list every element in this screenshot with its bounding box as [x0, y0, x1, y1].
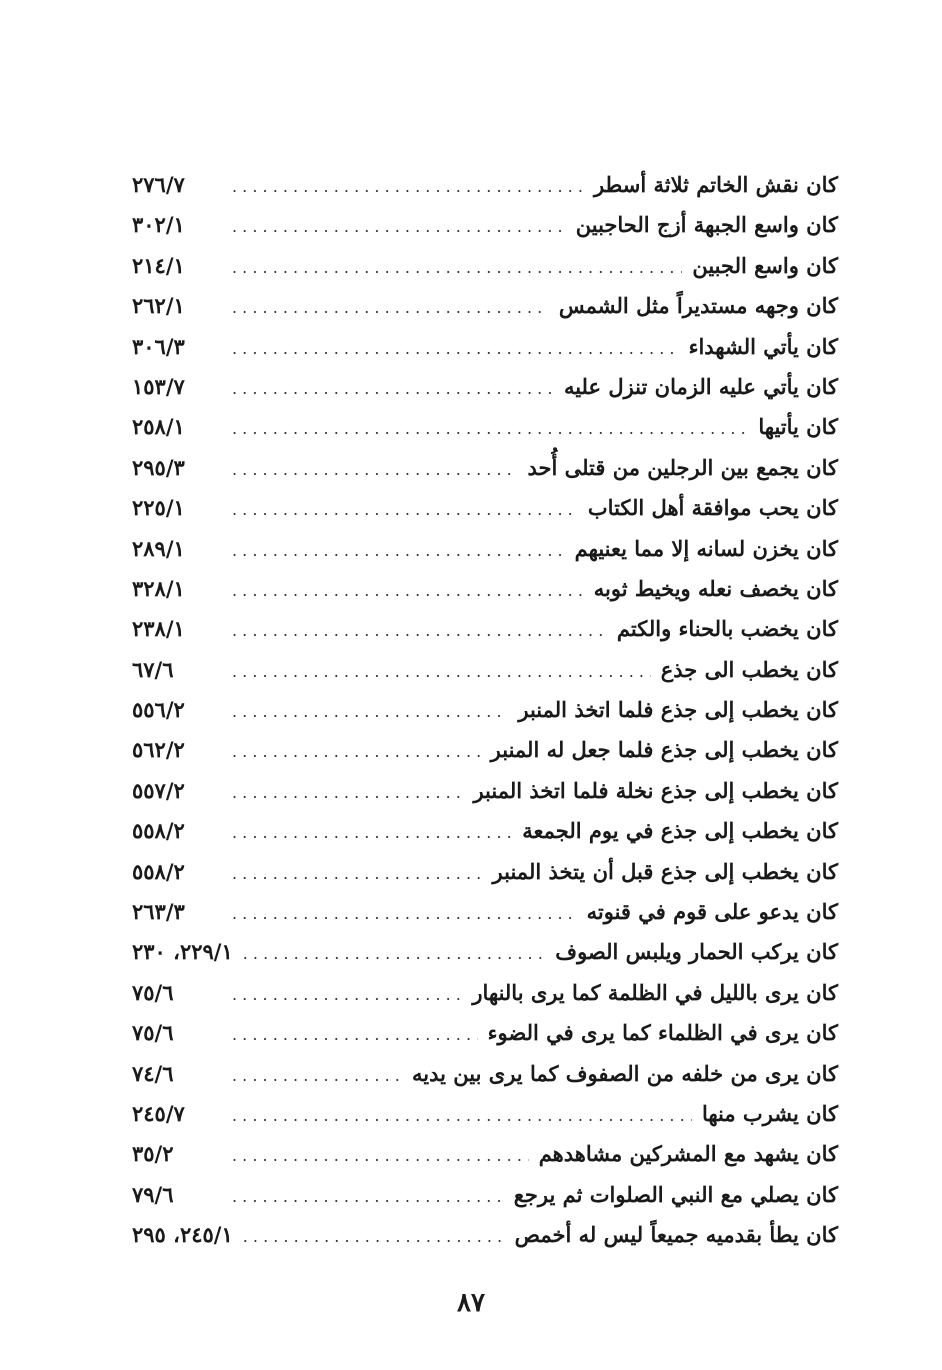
index-entry [132, 811, 838, 851]
index-entry [132, 286, 838, 326]
entry-text: كان واسع الجبهة أزج الحاجبين [575, 212, 838, 238]
entry-reference: ٥٥٦/٢ [132, 697, 185, 723]
entry-reference: ٢٥٨/١ [132, 414, 185, 440]
index-entry [132, 771, 838, 811]
entry-reference: ٢٢٩/١، ٢٣٠ [132, 939, 233, 965]
entry-reference: ٢٧٦/٧ [132, 172, 185, 197]
entry-reference: ٢٢٥/١ [132, 495, 185, 521]
dot-leader [228, 369, 554, 409]
index-entry [132, 1054, 838, 1094]
dot-leader [228, 692, 508, 732]
entry-reference: ٢٦٢/١ [132, 293, 185, 319]
entry-reference: ١٥٣/٧ [132, 373, 185, 399]
entry-reference: ٧٥/٦ [132, 979, 174, 1005]
index-entry [132, 327, 838, 367]
dot-leader [228, 732, 481, 772]
dot-leader [228, 854, 483, 894]
entry-reference: ٧٤/٦ [132, 1060, 174, 1086]
entry-reference: ٢٤٥/٧ [132, 1100, 185, 1126]
entry-reference: ٥٦٢/٢ [132, 737, 185, 763]
index-entry [132, 892, 838, 932]
entry-text: كان يخطب الى جذع [660, 656, 838, 682]
dot-leader [228, 207, 566, 247]
dot-leader [228, 1177, 504, 1217]
entry-reference: ٢٤٥/١، ٢٩٥ [132, 1222, 233, 1248]
dot-leader [228, 773, 463, 813]
index-entry [132, 1094, 838, 1134]
entry-reference: ٢٣٨/١ [132, 616, 185, 642]
entry-reference: ٧٩/٦ [132, 1181, 174, 1207]
entry-text: كان يخطب إلى جذع قبل أن يتخذ المنبر [492, 858, 838, 884]
entry-reference: ٣٢٨/١ [132, 575, 185, 601]
entry-text: كان يخطب إلى جذع فلما جعل له المنبر [490, 737, 838, 763]
entry-text: كان يجمع بين الرجلين من قتلى أُحد [527, 454, 838, 480]
entry-text: كان يأتي عليه الزمان تنزل عليه [563, 373, 838, 399]
entry-reference: ٣٠٦/٣ [132, 333, 185, 359]
dot-leader [228, 571, 584, 611]
entry-text: كان يخطب إلى جذع نخلة فلما اتخذ المنبر [473, 777, 838, 803]
entry-text: كان يخصف نعله ويخيط ثوبه [593, 575, 838, 601]
dot-leader [228, 1056, 402, 1096]
dot-leader [228, 248, 682, 288]
entry-text: كان يرى من خلفه من الصفوف كما يرى بين يديه [412, 1060, 838, 1086]
dot-leader [228, 1096, 692, 1136]
dot-leader [228, 329, 679, 369]
dot-leader [228, 611, 607, 651]
entry-reference: ٧٥/٦ [132, 1020, 174, 1046]
index-entry [132, 367, 838, 407]
index-entry [132, 569, 838, 609]
index-entry [132, 246, 838, 286]
dot-leader [228, 1015, 478, 1055]
entry-text: كان يخضب بالحناء والكتم [616, 616, 838, 642]
dot-leader [228, 450, 517, 490]
index-entry [132, 407, 838, 447]
entry-reference: ٢٦٣/٣ [132, 899, 185, 925]
index-entry [132, 448, 838, 488]
entry-text: كان يرى بالليل في الظلمة كما يرى بالنهار [472, 979, 838, 1005]
entry-text: كان يخطب إلى جذع فلما اتخذ المنبر [518, 697, 838, 723]
index-entry [132, 932, 838, 972]
dot-leader [228, 1136, 529, 1176]
index-entry [132, 730, 838, 770]
dot-leader [228, 288, 549, 328]
entry-text: كان نقش الخاتم ثلاثة أسطر [593, 172, 838, 197]
index-entry [132, 852, 838, 892]
dot-leader [228, 531, 565, 571]
entry-text: كان يحب موافقة أهل الكتاب [587, 495, 838, 521]
entry-text: كان يدعو على قوم في قنوته [586, 899, 838, 925]
entry-text: كان يصلي مع النبي الصلوات ثم يرجع [513, 1181, 838, 1207]
entry-text: كان يخطب إلى جذع في يوم الجمعة [522, 818, 838, 844]
entry-reference: ٢٨٩/١ [132, 535, 185, 561]
entry-reference: ٦٧/٦ [132, 656, 174, 682]
index-entry [132, 165, 838, 205]
dot-leader [239, 1217, 505, 1257]
entry-reference: ٢٩٥/٣ [132, 454, 185, 480]
dot-leader [228, 652, 651, 692]
index-entry [132, 1175, 838, 1215]
entry-text: كان يأتيها [758, 414, 838, 440]
page-number: ٨٧ [457, 1288, 485, 1318]
index-entry [132, 488, 838, 528]
index-entry [132, 1134, 838, 1174]
index-entry [132, 609, 838, 649]
dot-leader [228, 490, 578, 530]
dot-leader [228, 894, 577, 934]
dot-leader [228, 975, 462, 1015]
dot-leader [228, 409, 748, 449]
index-entry [132, 1215, 838, 1255]
entry-text: كان وجهه مستديراً مثل الشمس [558, 293, 838, 319]
entry-text: كان يشرب منها [701, 1100, 838, 1126]
index-list [132, 165, 838, 1256]
index-entry [132, 973, 838, 1013]
entry-text: كان يركب الحمار ويلبس الصوف [555, 939, 838, 965]
dot-leader [239, 934, 546, 974]
entry-reference: ٥٥٧/٢ [132, 777, 185, 803]
index-entry [132, 690, 838, 730]
entry-reference: ٥٥٨/٢ [132, 858, 185, 884]
entry-text: كان يشهد مع المشركين مشاهدهم [538, 1141, 838, 1167]
entry-reference: ٢١٤/١ [132, 252, 185, 278]
entry-reference: ٥٥٨/٢ [132, 818, 185, 844]
dot-leader [228, 167, 584, 207]
index-entry [132, 1013, 838, 1053]
index-entry [132, 529, 838, 569]
index-entry [132, 205, 838, 245]
index-entry [132, 650, 838, 690]
dot-leader [228, 813, 512, 853]
entry-text: كان يأتي الشهداء [688, 333, 838, 359]
entry-reference: ٣٠٢/١ [132, 212, 185, 238]
entry-text: كان يطأ بقدميه جميعاً ليس له أخمص [514, 1222, 838, 1248]
entry-text: كان واسع الجبين [692, 252, 838, 278]
entry-text: كان يخزن لسانه إلا مما يعنيهم [574, 535, 838, 561]
entry-reference: ٣٥/٢ [132, 1141, 174, 1167]
entry-text: كان يرى في الظلماء كما يرى في الضوء [487, 1020, 838, 1046]
